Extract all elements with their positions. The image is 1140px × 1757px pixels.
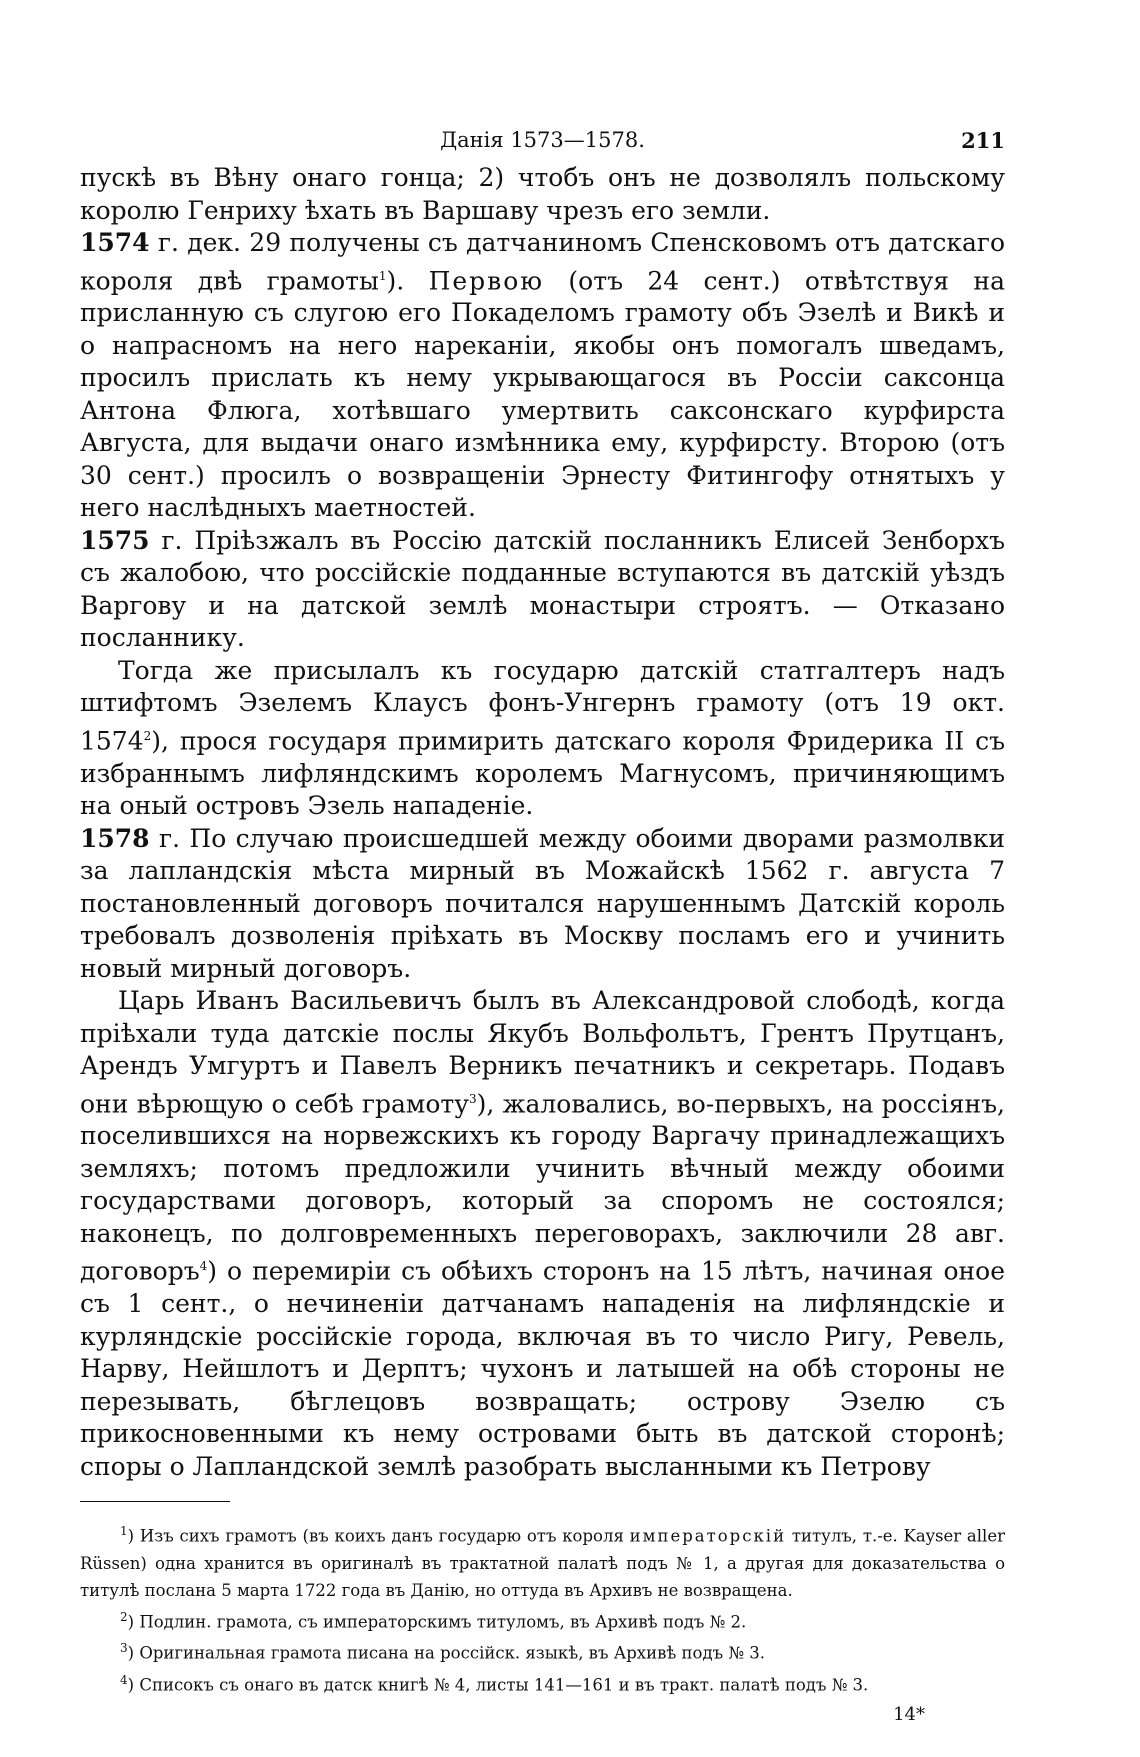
spaced-word: императорскій xyxy=(629,1526,787,1546)
paragraph-tsar xyxy=(80,985,1005,1483)
paragraph-text: ), прося государя примирить датскаго короля Фридерика II съ избраннымъ лифляндскимъ королемъ Магнусомъ, причиняющимъ на оный островъ Эзель нападеніе. xyxy=(80,726,1005,821)
page-header xyxy=(80,128,1005,162)
footnote-2 xyxy=(80,1604,1005,1636)
footnote-mark: 2 xyxy=(120,1609,128,1624)
paragraph-text: (отъ 24 сент.) отвѣтствуя на присланную съ слугою его Покаделомъ грамоту объ Эзелѣ и Викѣ и о напрасномъ на него нареканіи, якобы онъ помогалъ шведамъ, просилъ прислать къ нему укрывающагося въ Россіи саксонца Антона Флюга, хотѣвшаго умертвить саксонскаго курфирста Августа, для выдачи онаго измѣнника ему, курфирсту. Второю (отъ 30 сент.) просилъ о возвращеніи Эрнесту Фитингофу отнятыхъ у него наслѣдныхъ маетностей. xyxy=(80,265,1005,523)
footnote-text: ) Изъ сихъ грамотъ (въ коихъ данъ государю отъ короля xyxy=(127,1526,630,1546)
paragraph-text: Царь Иванъ Васильевичъ былъ въ Александровой слободѣ, когда пріѣхали туда датскіе послы Якубъ Вольфольтъ, Грентъ Прутцанъ, Арендъ Умгуртъ и Павелъ Верникъ печатникъ и секретарь. Подавъ они вѣрющую о себѣ грамоту xyxy=(80,986,1005,1118)
paragraph-1574 xyxy=(80,227,1005,525)
paragraph-text: г. Пріѣзжалъ въ Россію датскій посланникъ Елисей Зенборхъ съ жалобою, что россійскіе подданные вступаются въ датскій уѣздъ Варгову и на датской землѣ монастыри строятъ. — Отказано посланнику. xyxy=(80,525,1005,653)
footnote-mark: 4 xyxy=(120,1672,128,1687)
footnote-ref-4: 4 xyxy=(199,1259,208,1274)
paragraph-text: ) о перемиріи съ обѣихъ сторонъ на 15 лѣтъ, начиная оное съ 1 сент., о нечиненіи датчанамъ нападенія на лифляндскіе и курляндскіе россійскіе города, включая въ то число Ригу, Ревель, Нарву, Нейшлотъ и Дерптъ; чухонъ и латышей на обѣ стороны не перезывать, бѣглецовъ возвращать; острову Эзелю съ прикосновенными къ нему островами быть въ датской сторонѣ; споры о Лапландской землѣ разобрать высланными къ Петрову xyxy=(80,1256,1005,1481)
footnote-text: ) Оригинальная грамота писана на россійск. языкѣ, въ Архивѣ подъ № 3. xyxy=(127,1643,765,1663)
paragraph-text: Тогда же присылалъ къ государю датскій статгалтеръ надъ штифтомъ Эзелемъ Клаусъ фонъ-Унгернъ грамоту (отъ 19 окт. 1574 xyxy=(80,655,1005,756)
footnote-text: ) Подлин. грамота, съ императорскимъ титуломъ, въ Архивѣ подъ № 2. xyxy=(127,1612,747,1632)
page-number: 211 xyxy=(961,128,1005,153)
footnote-ref-2: 2 xyxy=(143,728,152,743)
paragraph-1578 xyxy=(80,823,1005,986)
year-1578: 1578 xyxy=(80,823,150,853)
footnote-mark: 3 xyxy=(120,1641,128,1656)
paragraph-text: ), жаловались, во-первыхъ, на россіянъ, поселившихся на норвежскихъ къ городу Варгачу принадлежащихъ земляхъ; потомъ предложили учинить вѣчный между обоими государствами договоръ, который за споромъ не состоялся; наконецъ, по долговременныхъ переговорахъ, заключили 28 авг. договоръ xyxy=(80,1088,1005,1286)
paragraph-text: пускѣ въ Вѣну онаго гонца; 2) чтобъ онъ не дозволялъ польскому королю Генриху ѣхать въ Варшаву чрезъ его земли. xyxy=(80,163,1005,225)
footnote-ref-1: 1 xyxy=(378,268,387,283)
signature-mark: 14* xyxy=(893,1704,925,1726)
footnote-3 xyxy=(80,1635,1005,1667)
footnote-4 xyxy=(80,1667,1005,1699)
paragraph-tolda xyxy=(80,655,1005,823)
paragraph-text: ). xyxy=(386,265,429,295)
running-title: Данія 1573—1578. xyxy=(440,128,645,152)
footnote-mark: 1 xyxy=(120,1524,128,1539)
main-text xyxy=(80,162,1005,1483)
footnote-divider xyxy=(80,1501,230,1502)
spaced-word: Первою xyxy=(428,265,545,295)
year-1575: 1575 xyxy=(80,525,150,555)
paragraph-1575 xyxy=(80,525,1005,655)
footnote-text: титулъ, т.-е. Kayser aller Rüssen) одна хранится въ оригиналѣ въ трактатной палатѣ подъ № 1, а другая для доказательства о титулѣ послана 5 марта 1722 года въ Данію, но оттуда въ Архивъ не возвращена. xyxy=(80,1526,1005,1600)
paragraph-text: г. дек. 29 получены съ датчаниномъ Спенсковомъ отъ датскаго короля двѣ грамоты xyxy=(80,228,1005,295)
footnote-ref-3: 3 xyxy=(468,1091,477,1106)
footnote-1 xyxy=(80,1518,1005,1604)
footnote-text: ) Списокъ съ онаго въ датск книгѣ № 4, листы 141—161 и въ тракт. палатѣ подъ № 3. xyxy=(127,1675,869,1695)
year-1574: 1574 xyxy=(80,228,150,257)
footnotes xyxy=(80,1518,1005,1698)
paragraph-text: г. По случаю происшедшей между обоими дворами размолвки за лапландскія мѣста мирный въ Можайскѣ 1562 г. августа 7 постановленный договоръ почитался нарушеннымъ Датскій король требовалъ дозволенія пріѣхать въ Москву посламъ его и учинить новый мирный договоръ. xyxy=(80,823,1005,983)
paragraph-1 xyxy=(80,162,1005,227)
